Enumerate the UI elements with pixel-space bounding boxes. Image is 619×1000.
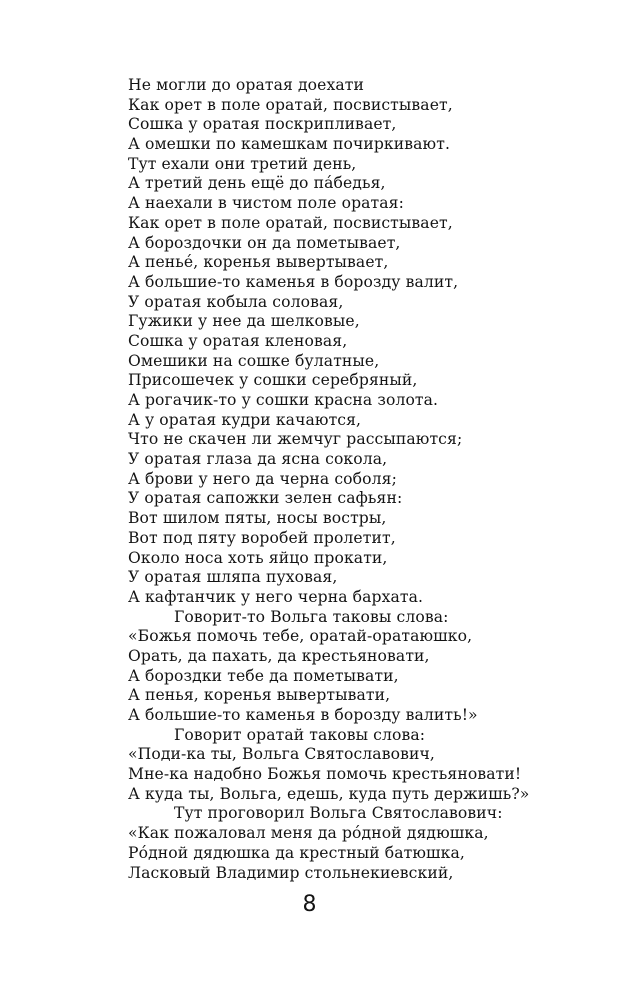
- text-line: Не могли до оратая доехати: [128, 76, 364, 94]
- text-line: А кафтанчик у него черна бархата.: [128, 587, 424, 606]
- page-number: 8: [302, 892, 317, 917]
- text-line: Гужики у нее да шелковые,: [128, 312, 360, 331]
- text-line: А большие-то каменья в борозду валит,: [128, 272, 459, 291]
- text-line: А куда ты, Вольга, едешь, куда путь держишь?»: [128, 784, 530, 803]
- text-line: Вот шилом пяты, носы востры,: [128, 509, 387, 528]
- text-line: «Поди-ка ты, Вольга Святославович,: [128, 745, 435, 764]
- text-line: «Как пожаловал меня да ро́дной дядюшка,: [128, 824, 489, 843]
- text-line: Ро́дной дядюшка да крестный батюшка,: [128, 843, 465, 862]
- text-line: Сошка у оратая поскрипливает,: [128, 115, 397, 134]
- text-line: А брови у него да черна соболя;: [128, 469, 397, 488]
- text-line: А омешки по камешкам почиркивают.: [128, 135, 451, 154]
- text-line: А рогачик-то у сошки красна золота.: [128, 391, 439, 409]
- text-line: Как орет в поле оратай, посвистывает,: [128, 213, 453, 232]
- text-line-indented: Говорит-то Вольга таковы слова:: [174, 607, 449, 626]
- text-line: А большие-то каменья в борозду валить!»: [128, 706, 478, 724]
- text-line: А наехали в чистом поле оратая:: [128, 194, 404, 213]
- text-line: Орать, да пахать, да крестьяновати,: [128, 646, 430, 665]
- text-line: Вот под пяту воробей пролетит,: [128, 528, 396, 547]
- text-line: А третий день ещё до па́бедья,: [128, 174, 386, 193]
- text-line: Сошка у оратая кленовая,: [128, 331, 348, 350]
- text-line-indented: Говорит оратай таковы слова:: [174, 725, 426, 744]
- text-line: А у оратая кудри качаются,: [128, 410, 362, 429]
- poem-text: [128, 76, 598, 883]
- text-line: У оратая шляпа пуховая,: [128, 568, 338, 587]
- text-line: Около носа хоть яйцо прокати,: [128, 548, 388, 567]
- text-line-indented: Тут проговорил Вольга Святославович:: [174, 804, 503, 823]
- text-line: У оратая глаза да ясна сокола,: [128, 450, 388, 469]
- text-line: У оратая кобыла соловая,: [128, 292, 344, 311]
- text-line: Как орет в поле оратай, посвистывает,: [128, 95, 453, 114]
- text-line: А бороздки тебе да пометывати,: [128, 666, 399, 685]
- text-line: «Божья помочь тебе, оратай-оратаюшко,: [128, 627, 473, 646]
- text-line: Омешики на сошке булатные,: [128, 351, 380, 370]
- text-line: А бороздочки он да пометывает,: [128, 233, 401, 252]
- text-line: А пенье́, коренья вывертывает,: [128, 253, 389, 272]
- text-line: А пенья, коренья вывертывати,: [128, 686, 391, 705]
- text-line: Что не скачен ли жемчуг рассыпаются;: [128, 430, 463, 449]
- text-line: Тут ехали они третий день,: [128, 154, 357, 173]
- text-line: У оратая сапожки зелен сафьян:: [128, 489, 403, 508]
- text-line: Мне-ка надобно Божья помочь крестьяновати!: [128, 765, 522, 784]
- text-line: Присошечек у сошки серебряный,: [128, 371, 418, 390]
- text-line: Ласковый Владимир стольнекиевский,: [128, 863, 454, 882]
